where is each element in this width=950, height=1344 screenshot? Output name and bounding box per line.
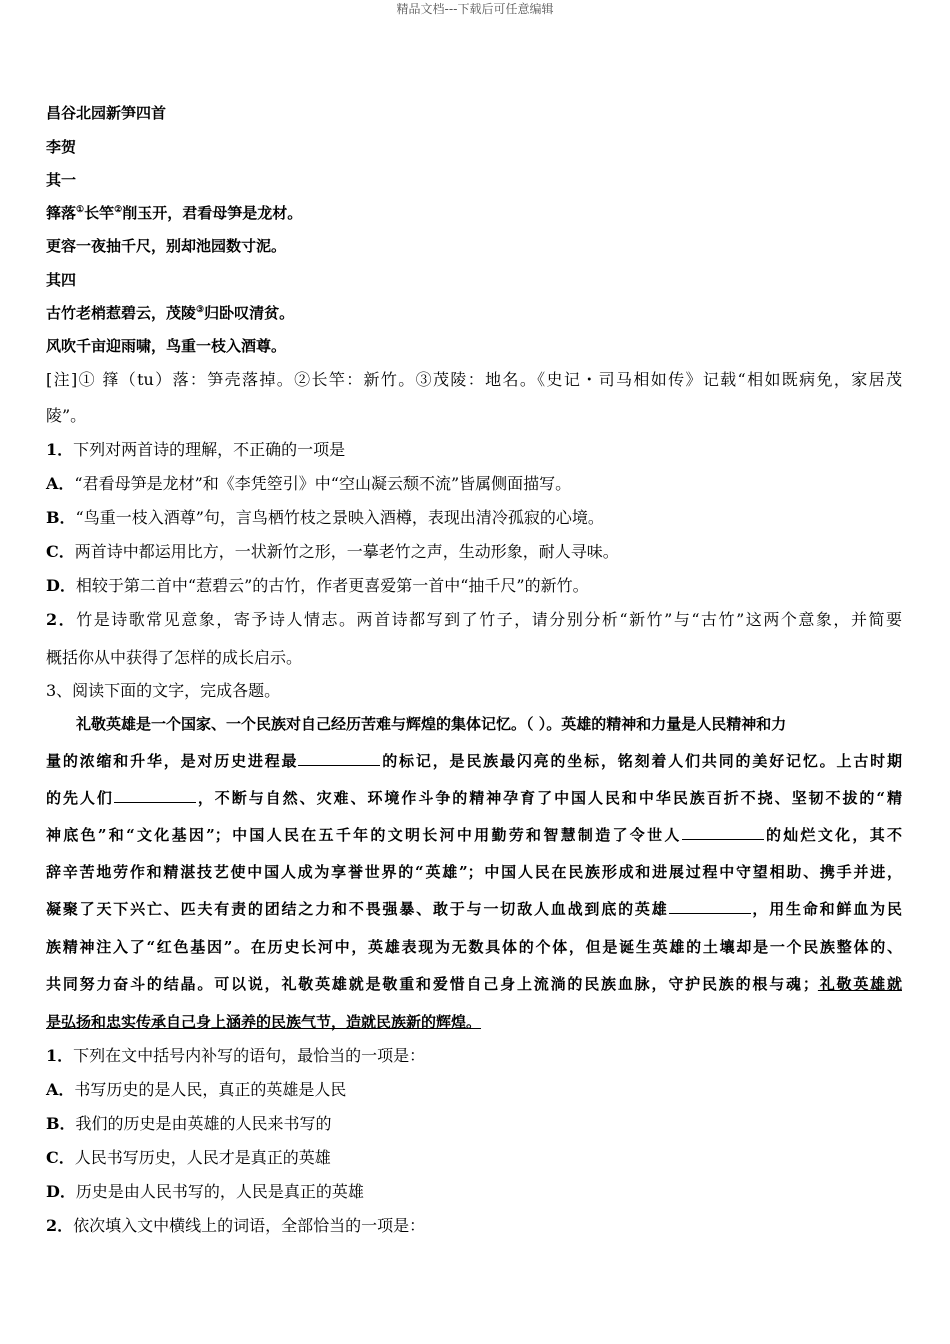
s3-question-1 [46, 1046, 425, 1066]
passage-text: 的标记，是民族最闪亮的坐标，铭刻着人们共同的美好记忆。上古时期 [380, 752, 902, 770]
question-number: 1． [46, 440, 74, 459]
poem-part4-line2: 风吹千亩迎雨啸，鸟重一枝入酒尊。 [46, 337, 287, 355]
option-label: B． [46, 508, 76, 527]
q1-option-b [46, 508, 604, 528]
q1-option-d [46, 576, 589, 596]
header-watermark: 精品文档---下载后可任意编辑 [396, 2, 554, 16]
poem-author: 李贺 [46, 138, 77, 156]
option-label: D． [46, 1182, 76, 1201]
note-line-1: [注]① 箨（tu）落：笋壳落掉。②长竿：新竹。③茂陵：地名。《史记・司马相如传》记载“相如既病免，家居茂 [46, 370, 902, 389]
option-text: 两首诗中都运用比方，一状新竹之形，一摹老竹之声，生动形象，耐人寻味。 [74, 542, 619, 561]
option-text: 书写历史的是人民，真正的英雄是人民 [74, 1080, 347, 1099]
option-text: “君看母笋是龙材”和《李凭箜引》中“空山凝云颓不流”皆属侧面描写。 [74, 474, 572, 493]
fill-blank [682, 825, 764, 840]
passage-text: 量的浓缩和升华，是对历史进程最 [46, 752, 299, 770]
s3q1-option-a [46, 1080, 346, 1100]
fill-blank [114, 788, 196, 803]
s3-question-2 [46, 1216, 425, 1236]
option-text: 我们的历史是由英雄的人民来书写的 [75, 1114, 332, 1133]
passage-line-8 [46, 974, 902, 994]
question-2-line-1 [46, 610, 902, 630]
footnote-marker: ① [76, 205, 85, 215]
poem-title: 昌谷北园新笋四首 [46, 104, 167, 122]
option-label: A． [46, 474, 75, 493]
question-2-line-2: 概括你从中获得了怎样的成长启示。 [46, 648, 303, 667]
passage-line-2 [46, 751, 902, 771]
question-stem: 依次填入文中横线上的词语，全部恰当的一项是： [73, 1216, 426, 1235]
option-text: “鸟重一枝入酒尊”句，言鸟栖竹枝之景映入酒樽，表现出清冷孤寂的心境。 [75, 508, 604, 527]
question-number: 2． [46, 1216, 74, 1235]
option-text: 历史是由人民书写的，人民是真正的英雄 [75, 1182, 364, 1201]
passage-line-4 [46, 825, 902, 845]
passage-line-7: 族精神注入了“红色基因”。在历史长河中，英雄表现为无数具体的个体，但是诞生英雄的土壤却是一个民族整体的、 [46, 938, 902, 956]
s3q1-option-b [46, 1114, 332, 1134]
passage-line-1: 礼敬英雄是一个国家、一个民族对自己经历苦难与辉煌的集体记忆。（ ）。英雄的精神和力量是人民精神和力 [76, 715, 787, 733]
passage-text: 凝聚了天下兴亡、匹夫有责的团结之力和不畏强暴、敢于与一切敌人血战到底的英雄 [46, 900, 669, 918]
q1-option-a [46, 474, 571, 494]
question-1 [46, 440, 345, 460]
poem-part4-title: 其四 [46, 271, 77, 289]
poem-text: 长竿 [84, 204, 115, 222]
q1-option-c [46, 542, 619, 562]
option-label: D． [46, 576, 76, 595]
passage-line-9 [46, 1012, 481, 1032]
passage-text: 共同努力奋斗的结晶。可以说，礼敬英雄就是敬重和爱惜自己身上流淌的民族血脉，守护民族的根与魂； [46, 975, 818, 993]
option-label: C． [46, 542, 75, 561]
s3q1-option-c [46, 1148, 331, 1168]
question-number: 2． [46, 610, 77, 629]
poem-text: 削玉开，君看母笋是龙材。 [122, 204, 303, 222]
question-number: 1． [46, 1046, 74, 1065]
note-line-2: 陵”。 [46, 406, 87, 425]
underlined-sentence: 是弘扬和忠实传承自己身上涵养的民族气节，造就民族新的辉煌。 [46, 1013, 482, 1031]
option-label: A． [46, 1080, 75, 1099]
passage-line-5: 辞辛苦地劳作和精湛技艺使中国人成为享誉世界的“英雄”；中国人民在民族形成和进展过程中守望相助、携手并进， [46, 863, 902, 881]
fill-blank [298, 751, 380, 766]
s3q1-option-d [46, 1182, 364, 1202]
option-text: 相较于第二首中“惹碧云”的古竹，作者更喜爱第一首中“抽千尺”的新竹。 [75, 576, 589, 595]
question-stem: 竹是诗歌常见意象，寄予诗人情志。两首诗都写到了竹子，请分别分析“新竹”与“古竹”这两个意象，并简要 [76, 610, 902, 629]
poem-text: 归卧叹清贫。 [204, 304, 295, 322]
poem-part1-line2: 更容一夜抽千尺，别却池园数寸泥。 [46, 237, 287, 255]
footnote-marker: ② [114, 205, 123, 215]
option-label: B． [46, 1114, 76, 1133]
underlined-sentence: 礼敬英雄就 [817, 975, 902, 993]
passage-text: 的灿烂文化，其不 [763, 826, 902, 844]
section-3-heading: 3、阅读下面的文字，完成各题。 [46, 681, 281, 700]
passage-line-3 [46, 788, 902, 808]
passage-line-6 [46, 899, 902, 919]
option-label: C． [46, 1148, 75, 1167]
poem-part1-line1 [46, 203, 302, 223]
fill-blank [669, 899, 751, 914]
passage-text: ，用生命和鲜血为民 [750, 900, 902, 918]
passage-text: 神底色”和“文化基因”；中国人民在五千年的文明长河中用勤劳和智慧制造了令世人 [46, 826, 682, 844]
poem-text: 古竹老梢惹碧云，茂陵 [46, 304, 197, 322]
option-text: 人民书写历史，人民才是真正的英雄 [74, 1148, 331, 1167]
poem-part4-line1 [46, 303, 294, 323]
passage-text: ，不断与自然、灾难、环境作斗争的精神孕育了中国人民和中华民族百折不挠、坚韧不拔的“精 [195, 789, 902, 807]
poem-text: 箨落 [46, 204, 77, 222]
footnote-marker: ③ [196, 305, 205, 315]
question-stem: 下列在文中括号内补写的语句，最恰当的一项是： [73, 1046, 426, 1065]
passage-text: 的先人们 [46, 789, 114, 807]
poem-part1-title: 其一 [46, 171, 77, 189]
question-stem: 下列对两首诗的理解，不正确的一项是 [73, 440, 346, 459]
